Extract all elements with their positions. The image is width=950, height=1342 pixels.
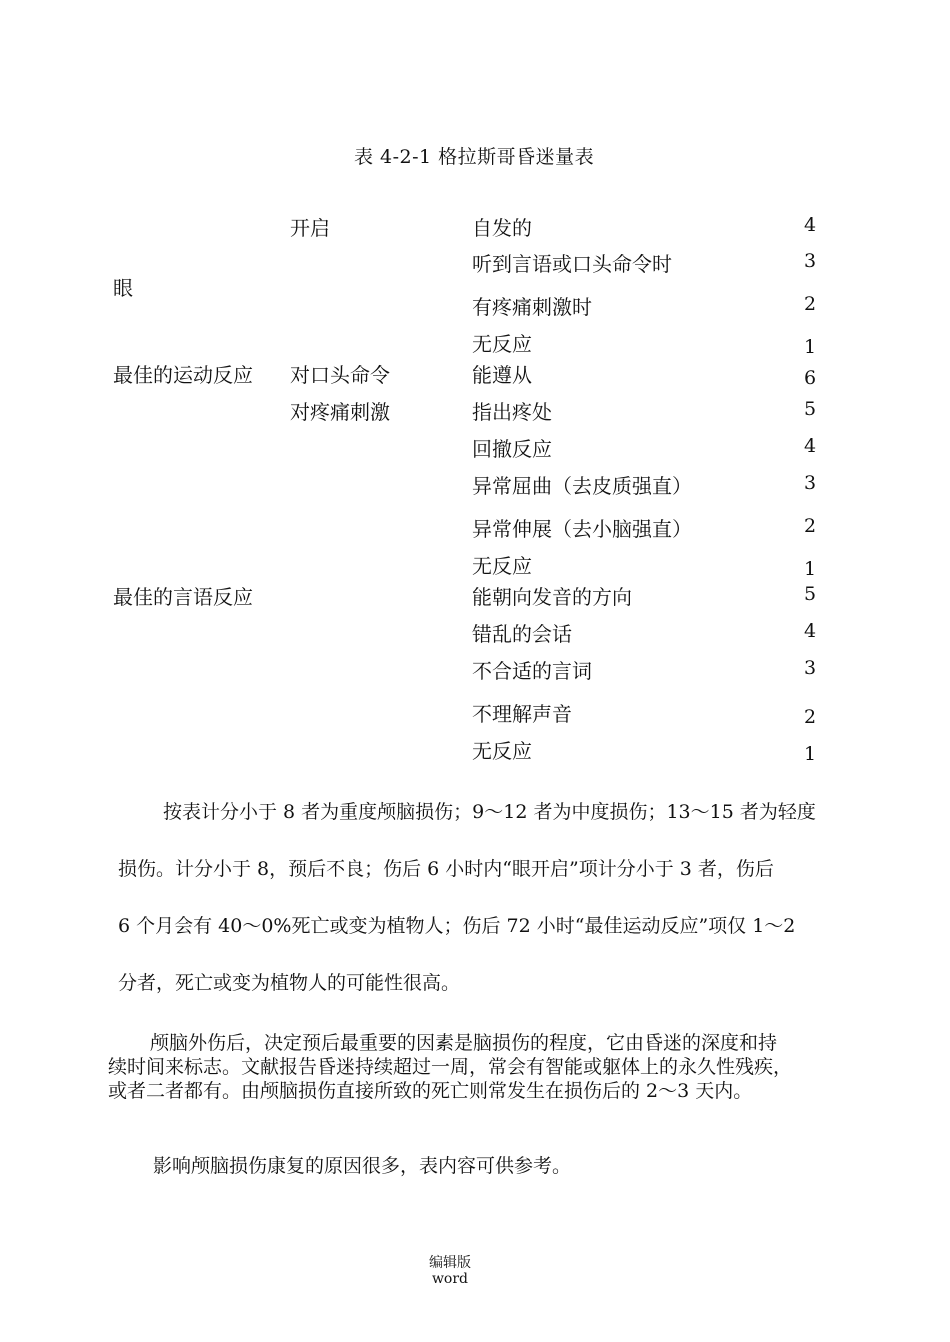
verbal-item-score: 1 bbox=[804, 743, 817, 765]
eye-item-text: 无反应 bbox=[472, 332, 532, 356]
paragraph-line: 续时间来标志。文献报告昏迷持续超过一周，常会有智能或躯体上的永久性残疾， bbox=[108, 1056, 793, 1078]
eye-item-score: 4 bbox=[804, 214, 817, 236]
verbal-item-text: 不合适的言词 bbox=[472, 659, 592, 683]
eye-category-label: 眼 bbox=[113, 276, 133, 300]
verbal-item-text: 能朝向发音的方向 bbox=[472, 585, 632, 609]
footer-line: 编辑版 bbox=[429, 1255, 471, 1271]
verbal-item-score: 4 bbox=[804, 620, 817, 642]
verbal-category-label: 最佳的言语反应 bbox=[113, 585, 253, 609]
motor-item-text: 能遵从 bbox=[472, 363, 532, 387]
eye-item-text: 有疼痛刺激时 bbox=[472, 295, 592, 319]
eye-item-text: 听到言语或口头命令时 bbox=[472, 252, 672, 276]
motor-item-score: 2 bbox=[804, 515, 817, 537]
paragraph-line: 按表计分小于 8 者为重度颅脑损伤；9～12 者为中度损伤；13～15 者为轻度 bbox=[163, 801, 816, 823]
motor-item-score: 5 bbox=[804, 398, 817, 420]
paragraph-line: 分者，死亡或变为植物人的可能性很高。 bbox=[118, 972, 461, 994]
eye-item-score: 3 bbox=[804, 250, 817, 272]
paragraph-line: 或者二者都有。由颅脑损伤直接所致的死亡则常发生在损伤后的 2～3 天内。 bbox=[108, 1080, 753, 1102]
verbal-item-score: 5 bbox=[804, 583, 817, 605]
motor-subcategory-verbal-command: 对口头命令 bbox=[290, 363, 390, 387]
eye-item-score: 1 bbox=[804, 336, 817, 358]
verbal-item-score: 3 bbox=[804, 657, 817, 679]
verbal-item-text: 无反应 bbox=[472, 739, 532, 763]
eye-subcategory-label: 开启 bbox=[290, 216, 330, 240]
motor-item-score: 4 bbox=[804, 435, 817, 457]
motor-item-score: 1 bbox=[804, 558, 817, 580]
paragraph-line: 损伤。计分小于 8，预后不良；伤后 6 小时内“眼开启”项计分小于 3 者，伤后 bbox=[118, 858, 774, 880]
motor-item-text: 无反应 bbox=[472, 554, 532, 578]
motor-item-text: 异常伸展（去小脑强直） bbox=[472, 517, 692, 541]
footer-line: word bbox=[431, 1271, 469, 1287]
motor-item-score: 6 bbox=[804, 367, 817, 389]
motor-category-label: 最佳的运动反应 bbox=[113, 363, 253, 387]
verbal-item-text: 不理解声音 bbox=[472, 702, 572, 726]
paragraph-line: 颅脑外伤后，决定预后最重要的因素是脑损伤的程度，它由昏迷的深度和持 bbox=[150, 1032, 778, 1054]
paragraph-line: 6 个月会有 40～0%死亡或变为植物人；伤后 72 小时“最佳运动反应”项仅 1～2 bbox=[118, 915, 796, 937]
verbal-item-text: 错乱的会话 bbox=[472, 622, 572, 646]
paragraph-line: 影响颅脑损伤康复的原因很多，表内容可供参考。 bbox=[153, 1155, 572, 1177]
eye-item-text: 自发的 bbox=[472, 216, 532, 240]
motor-item-text: 回撤反应 bbox=[472, 437, 552, 461]
table-title: 表 4-2-1 格拉斯哥昏迷量表 bbox=[354, 146, 595, 168]
motor-item-text: 指出疼处 bbox=[472, 400, 552, 424]
motor-item-text: 异常屈曲（去皮质强直） bbox=[472, 474, 692, 498]
eye-item-score: 2 bbox=[804, 293, 817, 315]
verbal-item-score: 2 bbox=[804, 706, 817, 728]
motor-item-score: 3 bbox=[804, 472, 817, 494]
motor-subcategory-pain: 对疼痛刺激 bbox=[290, 400, 390, 424]
